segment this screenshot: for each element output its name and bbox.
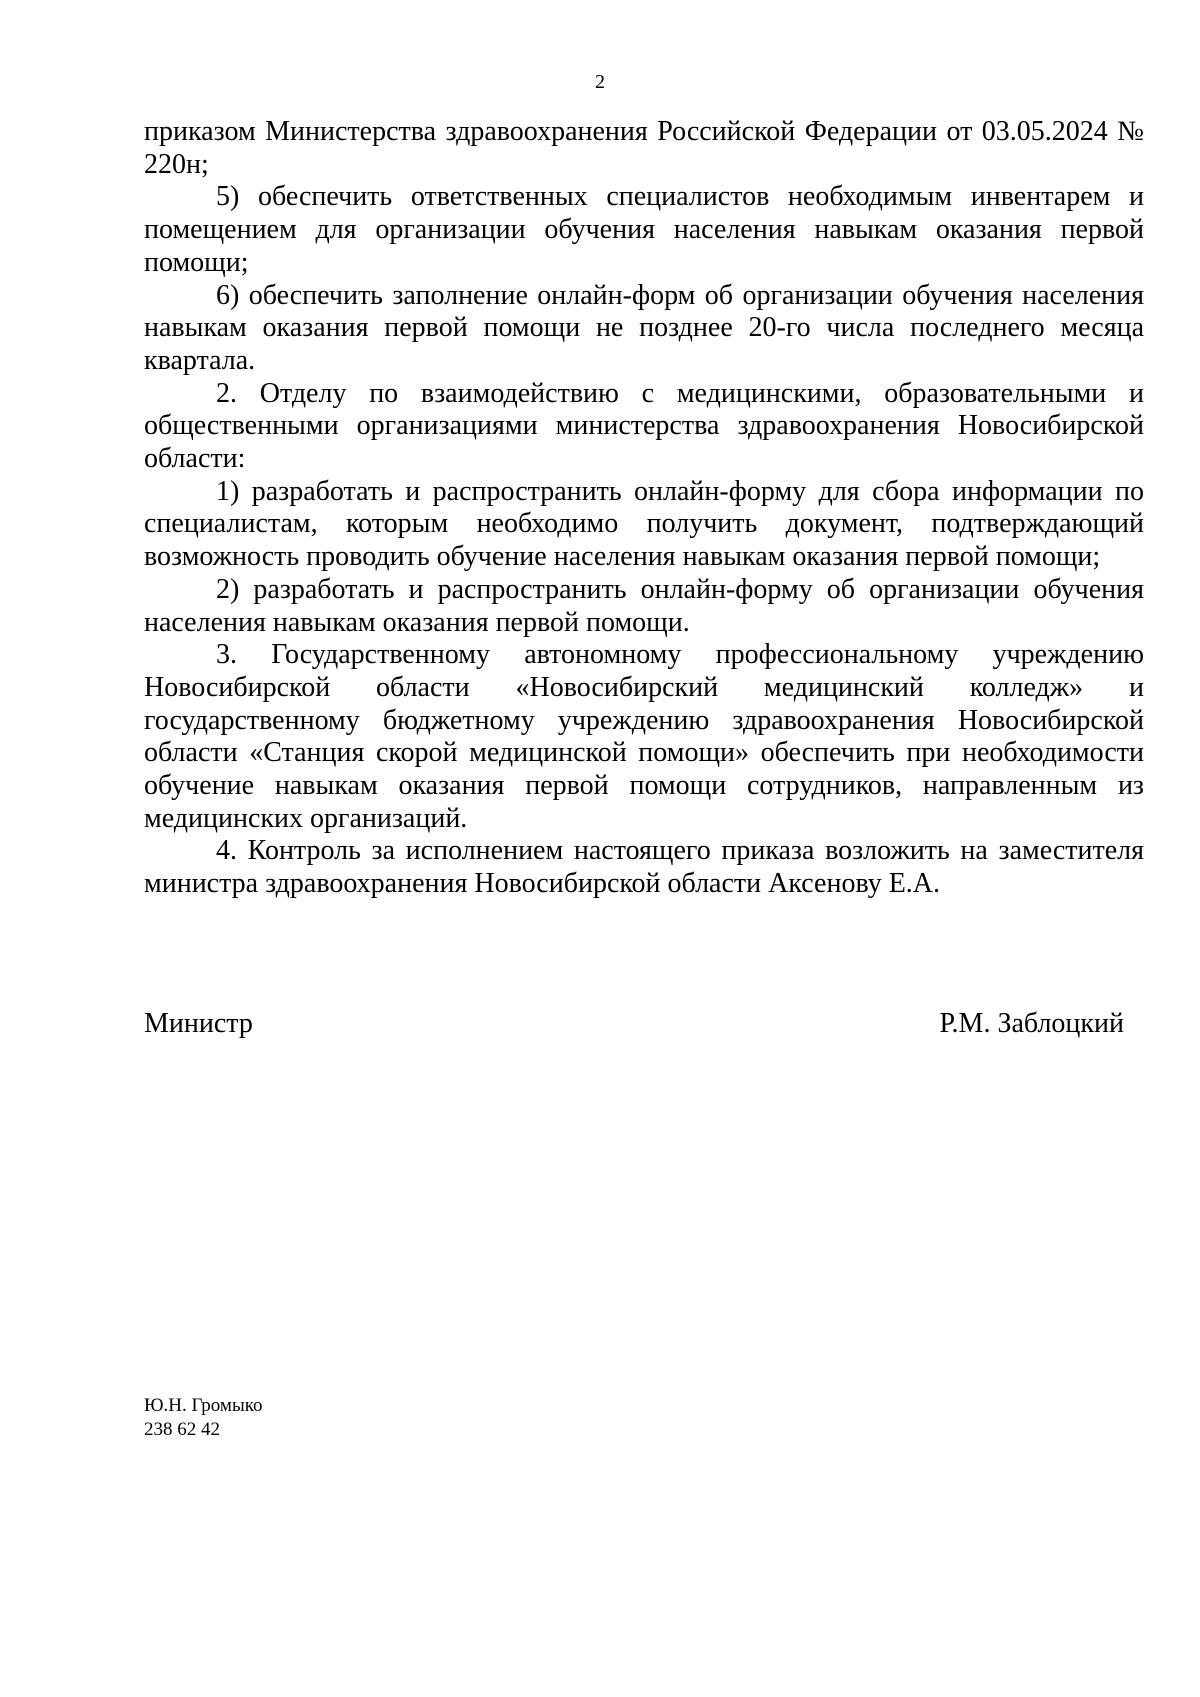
executor-name: Ю.Н. Громыко xyxy=(144,1395,263,1416)
document-body xyxy=(144,116,1144,901)
paragraph-section-2: 2. Отделу по взаимодействию с медицинскими, образовательными и общественными организациями министерства здравоохранения Новосибирской области: xyxy=(144,377,1144,475)
executor-phone: 238 62 42 xyxy=(144,1419,220,1440)
signature-name: Р.М. Заблоцкий xyxy=(939,1008,1124,1039)
paragraph-section-2-item-2: 2) разработать и распространить онлайн-форму об организации обучения населения навыкам оказания первой помощи. xyxy=(144,573,1144,638)
paragraph-item-5: 5) обеспечить ответственных специалистов необходимым инвентарем и помещением для организации обучения населения навыкам оказания первой помощи; xyxy=(144,181,1144,278)
page-number: 2 xyxy=(595,71,605,93)
paragraph-item-6: 6) обеспечить заполнение онлайн-форм об организации обучения населения навыкам оказания первой помощи не позднее 20-го числа последнего месяца квартала. xyxy=(144,279,1144,376)
paragraph-section-4: 4. Контроль за исполнением настоящего приказа возложить на заместителя министра здравоохранения Новосибирской области Аксенову Е.А. xyxy=(144,835,1144,900)
paragraph-section-2-item-1: 1) разработать и распространить онлайн-форму для сбора информации по специалистам, которым необходимо получить документ, подтверждающий возможность проводить обучение населения навыкам оказания первой помощи; xyxy=(144,475,1144,573)
signature-title: Министр xyxy=(144,1008,253,1039)
paragraph-order-reference: приказом Министерства здравоохранения Российской Федерации от 03.05.2024 № 220н; xyxy=(144,116,1144,180)
executor-block xyxy=(144,1394,262,1442)
paragraph-section-3: 3. Государственному автономному профессиональному учреждению Новосибирской области «Новосибирский медицинский колледж» и государственному бюджетному учреждению здравоохранения Новосибирской области «Станция скорой медицинской помощи» обеспечить при необходимости обучение навыкам оказания первой помощи сотрудников, направленным из медицинских организаций. xyxy=(144,639,1144,834)
